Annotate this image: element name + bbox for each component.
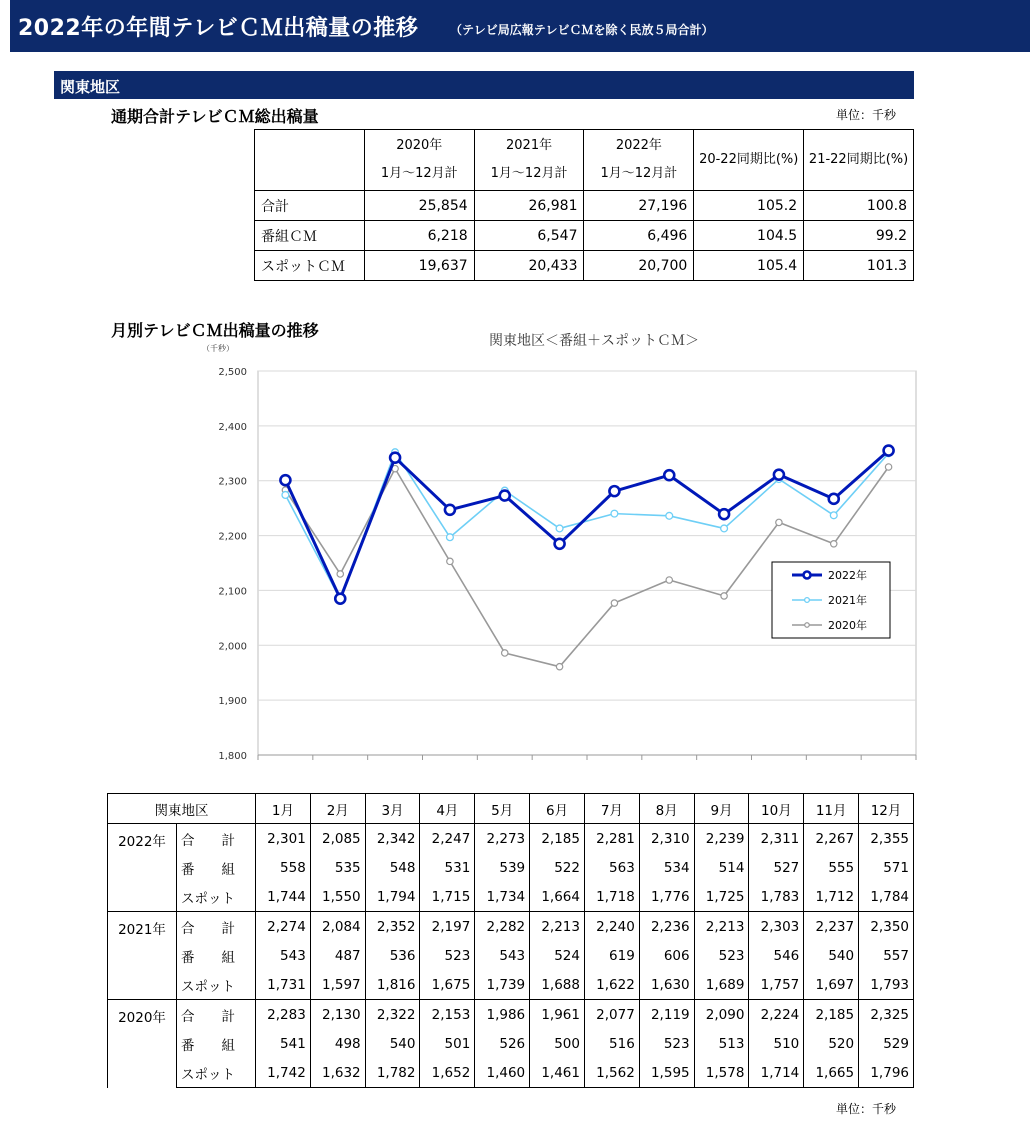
row-kind-label: スポット <box>177 1058 256 1088</box>
month-header: 4月 <box>420 794 475 824</box>
data-point <box>500 491 510 501</box>
y-axis-unit: （千秒） <box>202 344 234 353</box>
table-cell: 558 <box>256 853 311 882</box>
month-header: 5月 <box>475 794 530 824</box>
table-cell: 1,461 <box>530 1058 585 1088</box>
table-cell: 2,130 <box>310 1000 365 1030</box>
table-cell: 555 <box>804 853 859 882</box>
table-cell: 1,816 <box>365 970 420 1000</box>
table-cell: 2,281 <box>584 824 639 854</box>
table-cell: 543 <box>475 941 530 970</box>
row-kind-label: 番 組 <box>177 853 256 882</box>
table-cell: 2,274 <box>256 912 311 942</box>
table-cell: 2,085 <box>310 824 365 854</box>
data-point <box>390 453 400 463</box>
y-tick-label: 1,800 <box>218 751 247 762</box>
table-cell: 619 <box>584 941 639 970</box>
table-cell: 571 <box>859 853 914 882</box>
data-point <box>666 577 672 583</box>
legend-label: 2020年 <box>828 619 867 632</box>
cell: 6,496 <box>584 221 694 251</box>
table-cell: 2,322 <box>365 1000 420 1030</box>
row-kind-label: 合 計 <box>177 1000 256 1030</box>
cell: 19,637 <box>364 251 474 281</box>
row-label: 番組ＣＭ <box>255 221 365 251</box>
table-row <box>108 882 914 912</box>
table-cell: 2,236 <box>639 912 694 942</box>
table-cell: 1,742 <box>256 1058 311 1088</box>
table-cell: 2,185 <box>530 824 585 854</box>
table-cell: 1,712 <box>804 882 859 912</box>
table-cell: 524 <box>530 941 585 970</box>
table-cell: 1,578 <box>694 1058 749 1088</box>
table-row <box>108 1000 914 1030</box>
row-kind-label: 合 計 <box>177 912 256 942</box>
table-cell: 2,224 <box>749 1000 804 1030</box>
table-cell: 510 <box>749 1029 804 1058</box>
table-cell: 2,310 <box>639 824 694 854</box>
table-cell: 1,675 <box>420 970 475 1000</box>
data-point <box>721 525 728 532</box>
table-row <box>108 970 914 1000</box>
data-point <box>556 663 562 669</box>
data-point <box>611 600 617 606</box>
table-cell: 498 <box>310 1029 365 1058</box>
data-point <box>280 475 290 485</box>
y-tick-label: 2,000 <box>218 641 247 653</box>
table-cell: 2,247 <box>420 824 475 854</box>
data-point <box>721 593 727 599</box>
table-cell: 546 <box>749 941 804 970</box>
legend-swatch-marker <box>805 623 809 627</box>
row-kind-label: スポット <box>177 970 256 1000</box>
table-cell: 1,796 <box>859 1058 914 1088</box>
legend-swatch-marker <box>805 598 810 603</box>
month-header: 10月 <box>749 794 804 824</box>
table-cell: 1,783 <box>749 882 804 912</box>
y-tick-label: 2,100 <box>218 586 247 598</box>
month-header: 7月 <box>584 794 639 824</box>
table-cell: 1,961 <box>530 1000 585 1030</box>
table-cell: 1,714 <box>749 1058 804 1088</box>
table-cell: 514 <box>694 853 749 882</box>
table-cell: 531 <box>420 853 475 882</box>
month-header: 11月 <box>804 794 859 824</box>
table-cell: 2,119 <box>639 1000 694 1030</box>
monthly-header-row <box>108 794 914 824</box>
table-cell: 535 <box>310 853 365 882</box>
data-point <box>337 571 343 577</box>
data-point <box>447 534 454 541</box>
data-point <box>830 512 837 519</box>
table-cell: 2,355 <box>859 824 914 854</box>
region-label: 関東地区 <box>60 78 121 96</box>
table-cell: 540 <box>365 1029 420 1058</box>
table-cell: 2,197 <box>420 912 475 942</box>
table-cell: 2,267 <box>804 824 859 854</box>
table-cell: 2,342 <box>365 824 420 854</box>
table-cell: 1,664 <box>530 882 585 912</box>
table-cell: 2,090 <box>694 1000 749 1030</box>
table-cell: 1,718 <box>584 882 639 912</box>
cell: 6,547 <box>474 221 584 251</box>
data-point <box>282 492 289 499</box>
table-cell: 2,213 <box>694 912 749 942</box>
month-header: 8月 <box>639 794 694 824</box>
table-cell: 2,273 <box>475 824 530 854</box>
table-row <box>108 912 914 942</box>
row-kind-label: 番 組 <box>177 941 256 970</box>
data-point <box>335 594 345 604</box>
table-cell: 539 <box>475 853 530 882</box>
table-cell: 2,077 <box>584 1000 639 1030</box>
data-point <box>611 510 618 517</box>
legend-swatch-marker <box>804 572 811 579</box>
cell: 105.2 <box>694 191 804 221</box>
table-cell: 2,153 <box>420 1000 475 1030</box>
table-cell: 1,597 <box>310 970 365 1000</box>
data-point <box>664 470 674 480</box>
row-kind-label: スポット <box>177 882 256 912</box>
table-cell: 500 <box>530 1029 585 1058</box>
data-point <box>831 541 837 547</box>
data-point <box>884 446 894 456</box>
cell: 104.5 <box>694 221 804 251</box>
month-header: 3月 <box>365 794 420 824</box>
table-cell: 1,757 <box>749 970 804 1000</box>
table-cell: 523 <box>639 1029 694 1058</box>
table-cell: 529 <box>859 1029 914 1058</box>
cell: 101.3 <box>804 251 914 281</box>
table-cell: 1,665 <box>804 1058 859 1088</box>
data-point <box>445 505 455 515</box>
table-cell: 557 <box>859 941 914 970</box>
row-label: 合計 <box>255 191 365 221</box>
row-label: スポットＣＭ <box>255 251 365 281</box>
data-point <box>447 558 453 564</box>
table-cell: 2,084 <box>310 912 365 942</box>
page-title: 2022年の年間テレビＣＭ出稿量の推移 <box>18 16 419 41</box>
legend-label: 2022年 <box>828 569 867 582</box>
table-cell: 543 <box>256 941 311 970</box>
table-cell: 523 <box>694 941 749 970</box>
table-cell: 2,240 <box>584 912 639 942</box>
table-cell: 1,562 <box>584 1058 639 1088</box>
col-year: 2020年 <box>396 138 443 153</box>
cell: 6,218 <box>364 221 474 251</box>
table-cell: 1,793 <box>859 970 914 1000</box>
col-range: 1月～12月計 <box>380 166 458 181</box>
table-cell: 1,986 <box>475 1000 530 1030</box>
table-row <box>108 1058 914 1088</box>
table-cell: 513 <box>694 1029 749 1058</box>
table-cell: 2,352 <box>365 912 420 942</box>
summary-col-21-22: 21-22同期比(%) <box>804 130 914 191</box>
col-year: 2022年 <box>615 138 662 153</box>
table-cell: 1,725 <box>694 882 749 912</box>
month-header: 9月 <box>694 794 749 824</box>
table-cell: 1,715 <box>420 882 475 912</box>
table-cell: 2,282 <box>475 912 530 942</box>
table-cell: 2,311 <box>749 824 804 854</box>
table-cell: 526 <box>475 1029 530 1058</box>
table-cell: 1,688 <box>530 970 585 1000</box>
y-tick-label: 2,400 <box>218 421 247 433</box>
data-point <box>556 525 563 532</box>
table-cell: 1,697 <box>804 970 859 1000</box>
table-cell: 523 <box>420 941 475 970</box>
month-header: 12月 <box>859 794 914 824</box>
year-label: 2022年 <box>108 824 177 912</box>
summary-col-20-22: 20-22同期比(%) <box>694 130 804 191</box>
table-cell: 1,776 <box>639 882 694 912</box>
year-label: 2021年 <box>108 912 177 1000</box>
table-cell: 2,350 <box>859 912 914 942</box>
table-cell: 2,239 <box>694 824 749 854</box>
cell: 105.4 <box>694 251 804 281</box>
table-cell: 606 <box>639 941 694 970</box>
table-cell: 1,689 <box>694 970 749 1000</box>
monthly-title: 月別テレビＣＭ出稿量の推移 <box>111 321 319 340</box>
table-cell: 536 <box>365 941 420 970</box>
table-row <box>108 824 914 854</box>
table-cell: 516 <box>584 1029 639 1058</box>
page-subtitle: （テレビ局広報テレビＣＭを除く民放５局合計） <box>450 23 714 37</box>
table-cell: 2,301 <box>256 824 311 854</box>
table-cell: 540 <box>804 941 859 970</box>
table-cell: 520 <box>804 1029 859 1058</box>
table-cell: 548 <box>365 853 420 882</box>
row-kind-label: 合 計 <box>177 824 256 854</box>
data-point <box>774 470 784 480</box>
table-cell: 522 <box>530 853 585 882</box>
table-cell: 2,213 <box>530 912 585 942</box>
table-cell: 534 <box>639 853 694 882</box>
monthly-unit: 単位：千秒 <box>836 1102 897 1116</box>
col-range: 1月～12月計 <box>600 166 678 181</box>
table-cell: 1,550 <box>310 882 365 912</box>
table-row <box>108 1029 914 1058</box>
col-year: 2021年 <box>506 138 553 153</box>
cell: 27,196 <box>584 191 694 221</box>
y-tick-label: 2,500 <box>218 367 247 378</box>
cell: 100.8 <box>804 191 914 221</box>
data-point <box>502 650 508 656</box>
row-kind-label: 番 組 <box>177 1029 256 1058</box>
cell: 20,700 <box>584 251 694 281</box>
data-point <box>776 519 782 525</box>
cell: 20,433 <box>474 251 584 281</box>
chart-title: 関東地区＜番組＋スポットＣＭ＞ <box>489 333 699 349</box>
col-range: 1月～12月計 <box>490 166 568 181</box>
table-cell: 1,739 <box>475 970 530 1000</box>
y-tick-label: 2,300 <box>218 476 247 488</box>
month-header: 6月 <box>530 794 585 824</box>
data-point <box>666 512 673 519</box>
table-cell: 2,325 <box>859 1000 914 1030</box>
table-cell: 563 <box>584 853 639 882</box>
table-cell: 1,734 <box>475 882 530 912</box>
table-cell: 2,185 <box>804 1000 859 1030</box>
table-cell: 1,460 <box>475 1058 530 1088</box>
table-cell: 1,652 <box>420 1058 475 1088</box>
cell: 26,981 <box>474 191 584 221</box>
cell: 25,854 <box>364 191 474 221</box>
cell: 99.2 <box>804 221 914 251</box>
table-cell: 1,784 <box>859 882 914 912</box>
table-cell: 541 <box>256 1029 311 1058</box>
data-point <box>555 539 565 549</box>
y-tick-label: 2,200 <box>218 531 247 543</box>
data-point <box>719 509 729 519</box>
table-cell: 1,632 <box>310 1058 365 1088</box>
table-cell: 2,237 <box>804 912 859 942</box>
table-cell: 1,630 <box>639 970 694 1000</box>
y-tick-label: 1,900 <box>218 696 247 708</box>
table-row <box>108 941 914 970</box>
table-cell: 501 <box>420 1029 475 1058</box>
month-header: 1月 <box>256 794 311 824</box>
table-cell: 2,283 <box>256 1000 311 1030</box>
summary-title: 通期合計テレビＣＭ総出稿量 <box>111 107 319 126</box>
table-cell: 1,782 <box>365 1058 420 1088</box>
month-header: 2月 <box>310 794 365 824</box>
table-cell: 2,303 <box>749 912 804 942</box>
data-point <box>609 486 619 496</box>
table-cell: 1,731 <box>256 970 311 1000</box>
table-row <box>108 853 914 882</box>
table-cell: 1,744 <box>256 882 311 912</box>
year-label: 2020年 <box>108 1000 177 1088</box>
data-point <box>829 494 839 504</box>
table-cell: 527 <box>749 853 804 882</box>
data-point <box>885 464 891 470</box>
monthly-corner: 関東地区 <box>108 794 256 824</box>
monthly-table <box>107 793 914 1088</box>
table-cell: 1,595 <box>639 1058 694 1088</box>
table-cell: 1,622 <box>584 970 639 1000</box>
legend-label: 2021年 <box>828 594 867 607</box>
summary-unit: 単位：千秒 <box>836 108 897 122</box>
table-cell: 1,794 <box>365 882 420 912</box>
table-cell: 487 <box>310 941 365 970</box>
